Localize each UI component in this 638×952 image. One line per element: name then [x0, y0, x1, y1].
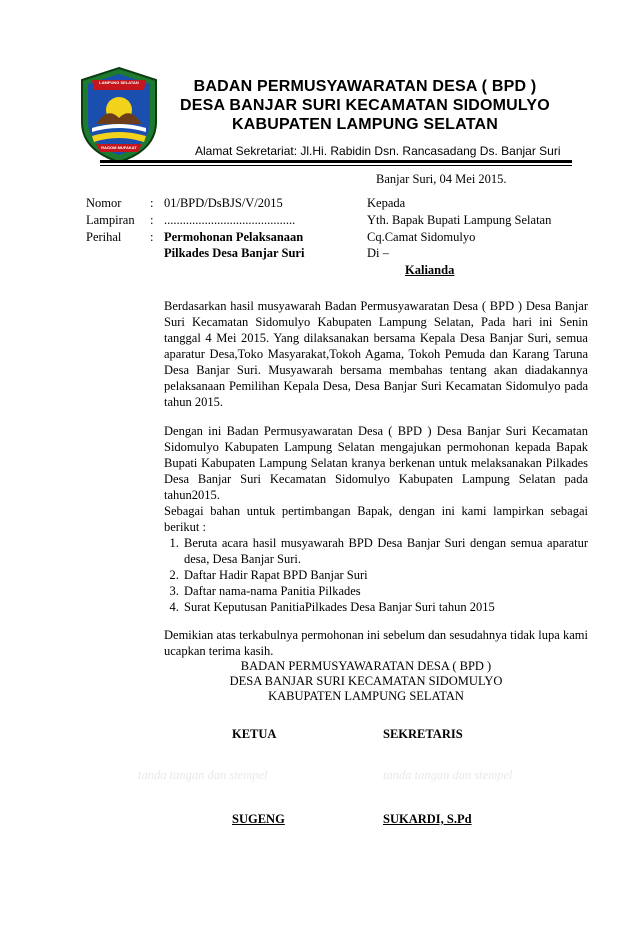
recipient-di: Di –: [367, 246, 389, 260]
perihal-value-line2: Pilkades Desa Banjar Suri: [164, 246, 305, 260]
recipient-yth: Yth. Bapak Bupati Lampung Selatan: [367, 213, 552, 227]
sekretaris-signature-stamp: tanda tangan dan stempel: [383, 768, 513, 782]
nomor-value: 01/BPD/DsBJS/V/2015: [164, 196, 283, 210]
perihal-label: Perihal: [86, 230, 122, 244]
recipient-kepada: Kepada: [367, 196, 406, 210]
closing-line3: KABUPATEN LAMPUNG SELATAN: [268, 689, 464, 703]
body-paragraph-2: Dengan ini Badan Permusyawaratan Desa ( BPD ) Desa Banjar Suri Kecamatan Sidomulyo Kabupaten Lampung Selatan mengajukan permohonan kepada Bapak Bupati Kabupaten Lampung Selatan kranya berkenan untuk melaksanakan Pilkades Desa Banjar Suri Kecamatan Sidomulyo Kabupaten Lampung Selatan pada tahun2015.: [164, 424, 588, 502]
perihal-colon: :: [150, 230, 154, 244]
perihal-value-line1: Permohonan Pelaksanaan: [164, 230, 304, 244]
lampiran-value: ..........................................: [164, 213, 296, 227]
regency-logo: [78, 66, 160, 164]
lampiran-label: Lampiran: [86, 213, 135, 227]
header-divider-thin: [100, 165, 572, 166]
lampiran-colon: :: [150, 213, 154, 227]
logo-top-text: LAMPUNG SELATAN: [99, 80, 139, 85]
closing-line2: DESA BANJAR SURI KECAMATAN SIDOMULYO: [229, 674, 503, 688]
recipient-place: Kalianda: [405, 263, 455, 277]
list-item: 3. Daftar nama-nama Panitia Pilkades: [182, 583, 588, 599]
list-item: 2. Daftar Hadir Rapat BPD Banjar Suri: [182, 567, 588, 583]
ketua-name: SUGENG: [232, 812, 285, 826]
ketua-signature-stamp: tanda tangan dan stempel: [138, 768, 268, 782]
header-divider-thick: [100, 160, 572, 163]
header-title-line1: BADAN PERMUSYAWARATAN DESA ( BPD ): [193, 78, 537, 95]
letter-body: [164, 298, 588, 659]
nomor-label: Nomor: [86, 196, 122, 210]
attachment-list: [164, 535, 588, 615]
closing-line1: BADAN PERMUSYAWARATAN DESA ( BPD ): [240, 659, 492, 673]
body-paragraph-1: Berdasarkan hasil musyawarah Badan Permusyawaratan Desa ( BPD ) Desa Banjar Suri Kecamatan Sidomulyo Kabupaten Lampung Selatan, Pada hari ini Senin tanggal 4 Mei 2015. Yang dilaksanakan bersama Kepala Desa Banjar Suri, semua aparatur Desa,Toko Masyarakat,Tokoh Agama, Tokoh Pemuda dan Karang Taruna Desa Banjar Suri. Musyawarah bersama membahas tentang akan diadakannya pelaksanaan Pemilihan Kepala Desa, Desa Banjar Suri Kecamatan Sidomulyo pada tahun 2015.: [164, 299, 588, 409]
list-item: 1. Beruta acara hasil musyawarah BPD Desa Banjar Suri dengan semua aparatur desa, Desa Banjar Suri.: [182, 535, 588, 567]
body-paragraph-3: Sebagai bahan untuk pertimbangan Bapak, dengan ini kami lampirkan sebagai berikut :: [164, 504, 588, 534]
header-title-line3: KABUPATEN LAMPUNG SELATAN: [231, 116, 499, 133]
ketua-title: KETUA: [232, 727, 277, 741]
date-line: Banjar Suri, 04 Mei 2015.: [376, 172, 507, 186]
body-paragraph-4: Demikian atas terkabulnya permohonan ini sebelum dan sesudahnya tidak lupa kami ucapkan terima kasih.: [164, 628, 588, 658]
nomor-colon: :: [150, 196, 154, 210]
sekretaris-name: SUKARDI, S.Pd: [383, 812, 472, 826]
header-address: Alamat Sekretariat: Jl.Hi. Rabidin Dsn. Rancasadang Ds. Banjar Suri: [195, 144, 561, 158]
sekretaris-title: SEKRETARIS: [383, 727, 463, 741]
list-item: 4. Surat Keputusan PanitiaPilkades Desa Banjar Suri tahun 2015: [182, 599, 588, 615]
logo-bottom-text: RAGOM MUFAKAT: [101, 145, 137, 150]
recipient-cq: Cq.Camat Sidomulyo: [367, 230, 476, 244]
header-title-line2: DESA BANJAR SURI KECAMATAN SIDOMULYO: [180, 97, 550, 114]
